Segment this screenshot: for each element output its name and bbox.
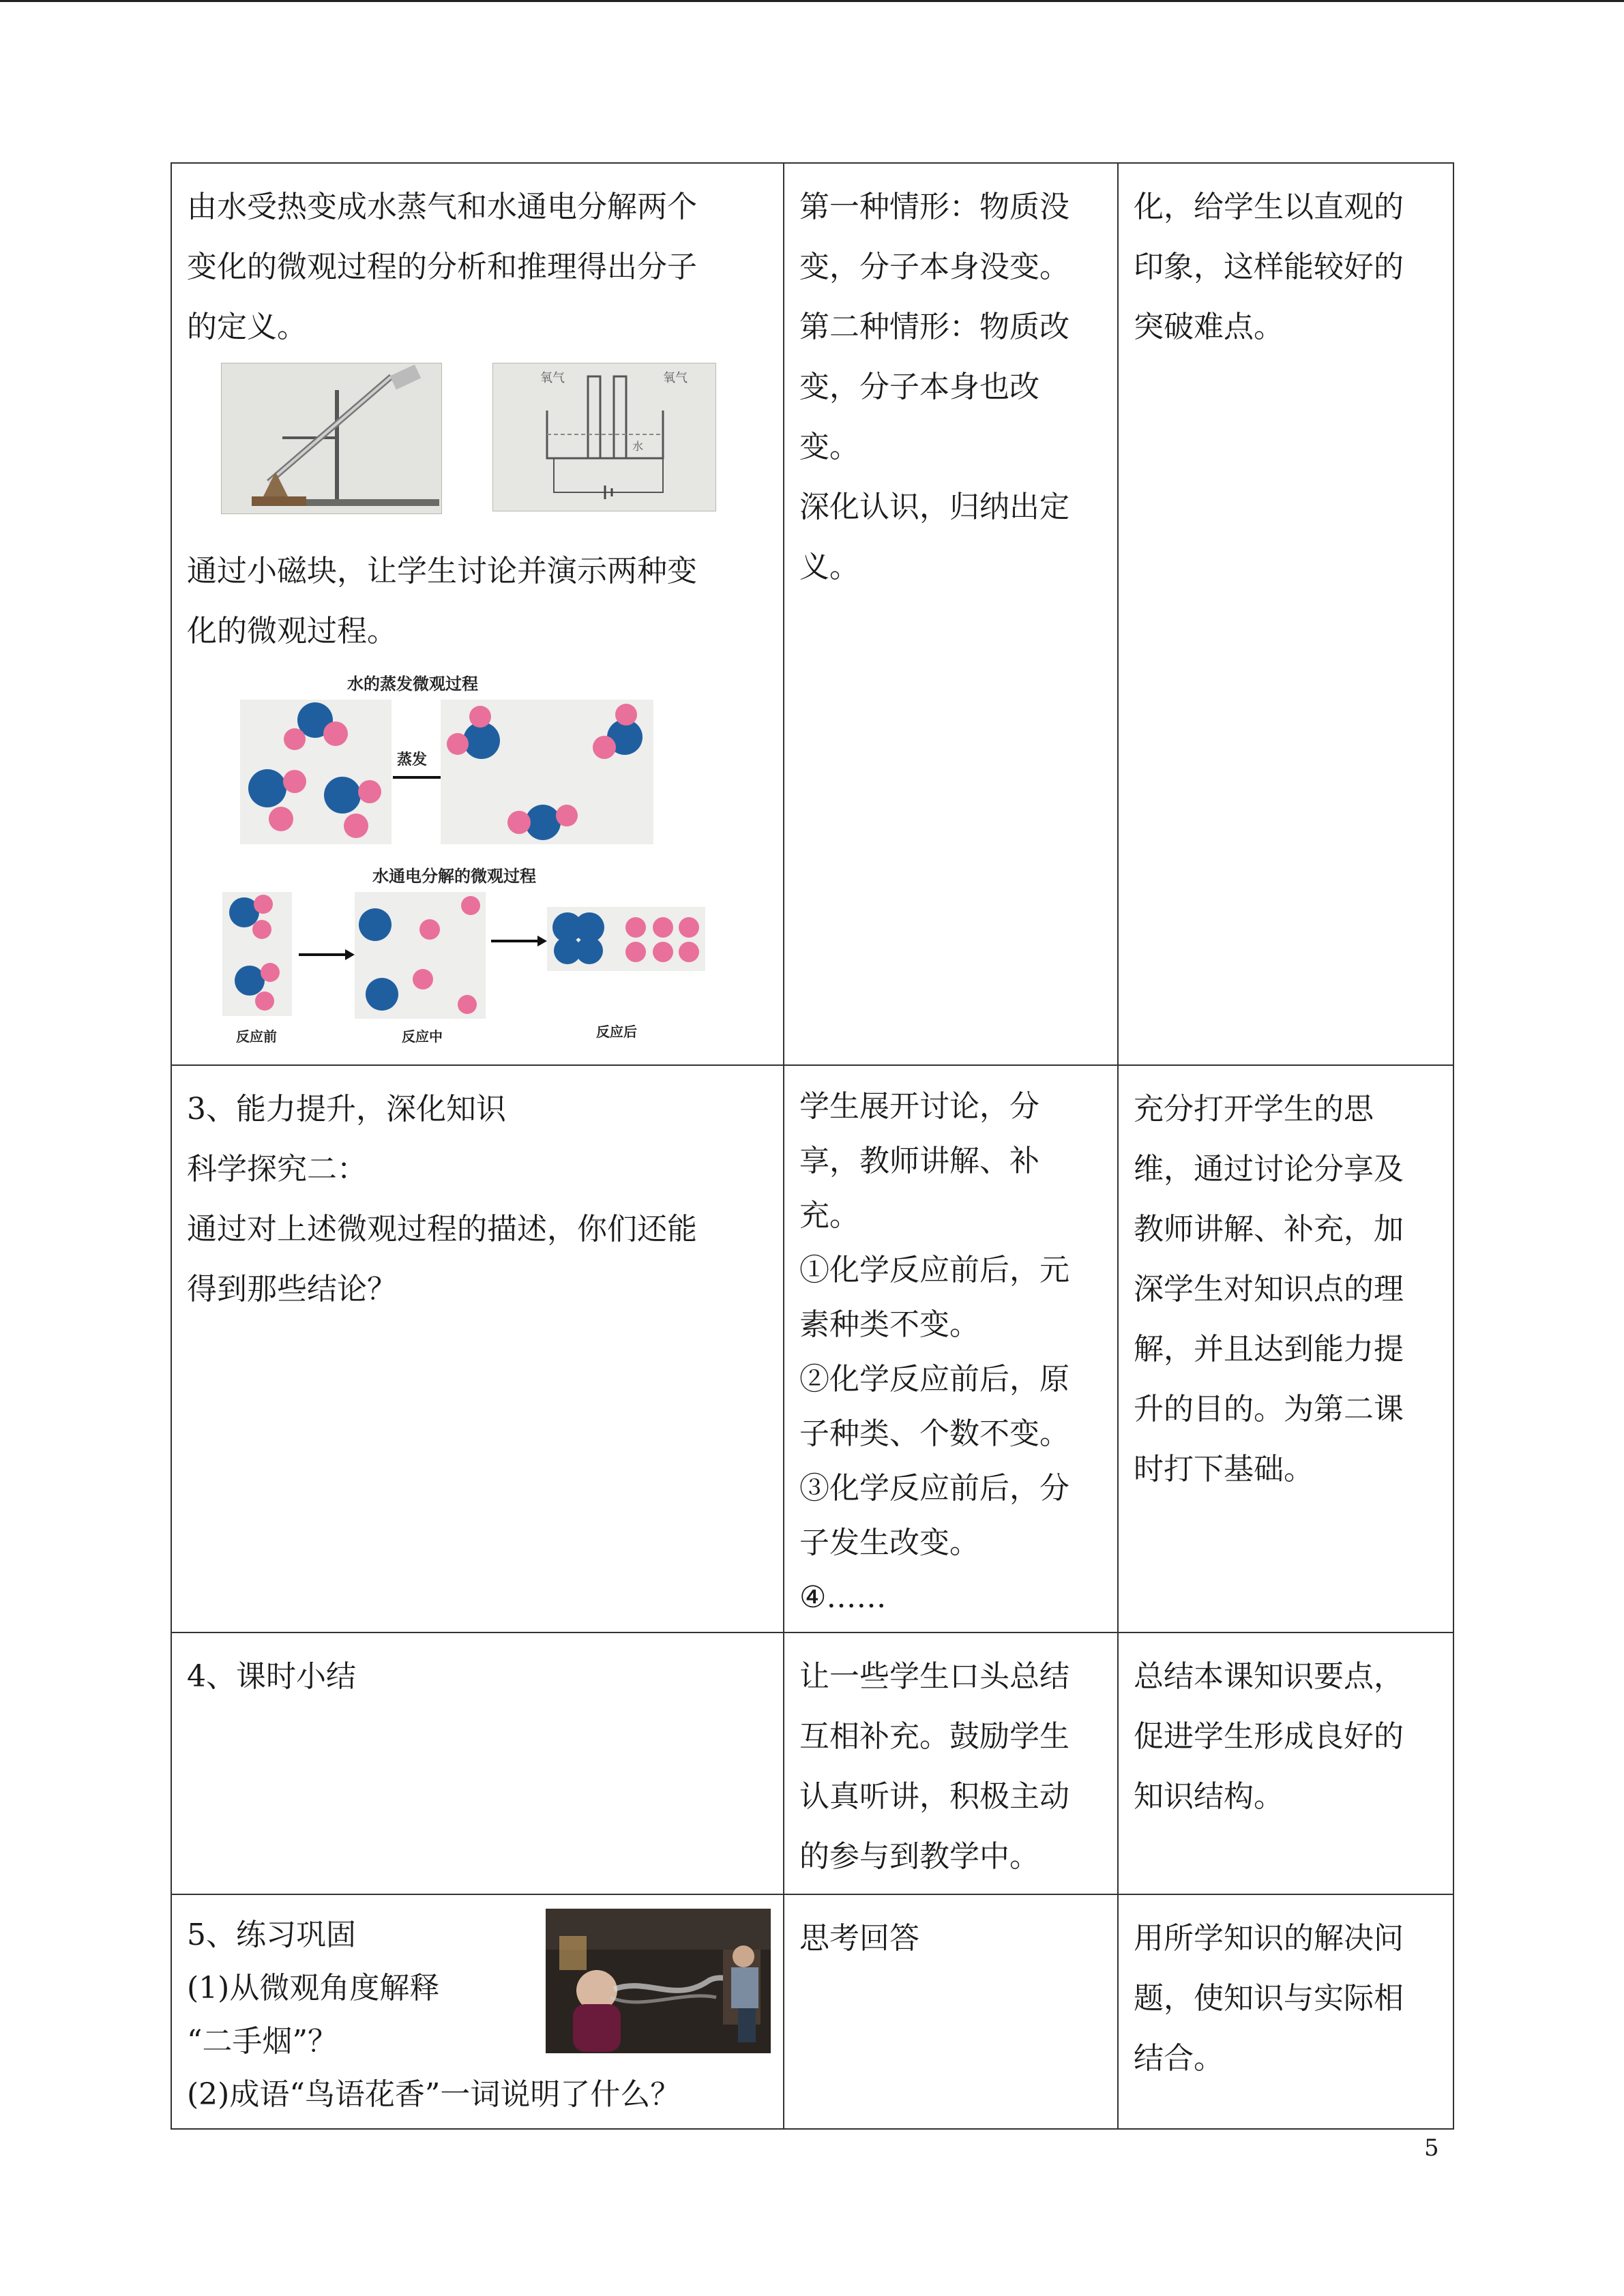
gas-label: 氧气 [663, 371, 688, 385]
text-line: 变化的微观过程的分析和推理得出分子 [187, 250, 697, 284]
text-line: 义。 [799, 550, 859, 584]
lesson-plan-table [171, 162, 1454, 2130]
student-activity-cell [784, 163, 1118, 1065]
text-line: 知识结构。 [1134, 1779, 1284, 1814]
text-line: 思考回答 [799, 1921, 919, 1956]
text-line: 学生展开讨论，分 [799, 1089, 1039, 1124]
top-border-line [0, 0, 1624, 2]
text-line: 互相补充。鼓励学生 [799, 1719, 1069, 1754]
text-line: 化，给学生以直观的 [1134, 190, 1404, 224]
page-number: 5 [1424, 2134, 1439, 2162]
arrow-icon [490, 934, 548, 948]
text-line: 化的微观过程。 [187, 614, 397, 648]
text-line: 第二种情形：物质改 [799, 310, 1069, 344]
student-activity-cell [784, 1065, 1118, 1632]
text-line: 科学探究二： [187, 1152, 367, 1187]
student-activity-cell [784, 1632, 1118, 1894]
text-line: 由水受热变成水蒸气和水通电分解两个 [187, 190, 697, 224]
text-line: 深学生对知识点的理 [1134, 1272, 1404, 1307]
water-label: 水 [632, 440, 644, 453]
text-line: 变。 [799, 430, 859, 464]
design-intent-cell [1118, 163, 1453, 1065]
design-intent-cell [1118, 1632, 1453, 1894]
text-line: ①化学反应前后，元 [799, 1253, 1069, 1287]
text-line: (1)从微观角度解释 [187, 1971, 440, 2006]
text-line: 题，使知识与实际相 [1134, 1981, 1404, 2016]
text-line: 通过小磁块，让学生讨论并演示两种变 [187, 554, 697, 588]
evaporation-title: 水的蒸发微观过程 [347, 674, 478, 694]
electrolysis-apparatus-image [492, 363, 716, 511]
text-line: 充。 [799, 1198, 859, 1233]
text-line: 得到那些结论？ [187, 1272, 397, 1307]
text-line: 用所学知识的解决问 [1134, 1921, 1404, 1956]
text-line: 总结本课知识要点， [1134, 1659, 1404, 1694]
text-line: 解，并且达到能力提 [1134, 1332, 1404, 1367]
text-line: 时打下基础。 [1134, 1452, 1314, 1487]
arrow-icon [297, 948, 356, 961]
text-line: 素种类不变。 [799, 1307, 979, 1342]
reaction-before-image [222, 892, 292, 1016]
evaporation-after-image [441, 700, 653, 844]
text-line: 享，教师讲解、补 [799, 1144, 1039, 1178]
teaching-content-cell [171, 163, 784, 1065]
magnet-demo-figure [187, 661, 768, 1054]
text-line: ④…… [799, 1580, 887, 1615]
text-line: (2)成语“鸟语花香”一词说明了什么？ [187, 2077, 681, 2112]
design-intent-cell [1118, 1065, 1453, 1632]
text-line: 子发生改变。 [799, 1525, 979, 1560]
text-line: 变，分子本身没变。 [799, 250, 1069, 284]
stage-label: 反应后 [596, 1024, 637, 1040]
reaction-middle-image [355, 892, 486, 1019]
stage-label: 反应前 [236, 1028, 277, 1045]
secondhand-smoke-photo [546, 1909, 771, 2053]
text-line: 突破难点。 [1134, 310, 1284, 344]
text-line: 印象，这样能较好的 [1134, 250, 1404, 284]
reaction-after-image [547, 907, 705, 971]
text-line: 教师讲解、补充，加 [1134, 1212, 1404, 1247]
text-line: 认真听讲，积极主动 [799, 1779, 1069, 1814]
text-line: 的参与到教学中。 [799, 1839, 1039, 1874]
text-line: ③化学反应前后，分 [799, 1471, 1069, 1506]
text-line: 通过对上述微观过程的描述，你们还能 [187, 1212, 697, 1247]
table-row [171, 1894, 1453, 2129]
text-line: 促进学生形成良好的 [1134, 1719, 1404, 1754]
text-line: 升的目的。为第二课 [1134, 1392, 1404, 1427]
table-row [171, 1065, 1453, 1632]
text-line: “二手烟”？ [187, 2024, 338, 2059]
text-line: 变，分子本身也改 [799, 370, 1039, 404]
table-row [171, 163, 1453, 1065]
gas-label: 氧气 [540, 371, 565, 385]
text-line: 维，通过讨论分享及 [1134, 1152, 1404, 1187]
evaporation-arrow-label: 蒸发 [397, 751, 428, 769]
exercise-block [187, 1909, 768, 2121]
text-line: 结合。 [1134, 2041, 1224, 2076]
text-line: 5、练习巩固 [187, 1918, 356, 1952]
stage-label: 反应中 [402, 1028, 443, 1045]
text-line: 第一种情形：物质没 [799, 190, 1069, 224]
text-line: 子种类、个数不变。 [799, 1416, 1069, 1451]
evaporation-before-image [240, 700, 392, 844]
text-line: 让一些学生口头总结 [799, 1659, 1069, 1694]
text-line: ②化学反应前后，原 [799, 1362, 1069, 1397]
heating-apparatus-image [221, 363, 442, 514]
design-intent-cell [1118, 1894, 1453, 2129]
text-line: 的定义。 [187, 310, 307, 344]
student-activity-cell [784, 1894, 1118, 2129]
electrolysis-title: 水通电分解的微观过程 [372, 867, 536, 886]
text-line: 深化认识，归纳出定 [799, 490, 1069, 524]
teaching-content-cell [171, 1894, 784, 2129]
text-line: 充分打开学生的思 [1134, 1092, 1374, 1127]
text-line: 3、能力提升，深化知识 [187, 1092, 506, 1127]
experiment-figures [187, 357, 768, 535]
teaching-content-cell [171, 1632, 784, 1894]
teaching-content-cell [171, 1065, 784, 1632]
table-row [171, 1632, 1453, 1894]
text-line: 4、课时小结 [187, 1659, 356, 1694]
